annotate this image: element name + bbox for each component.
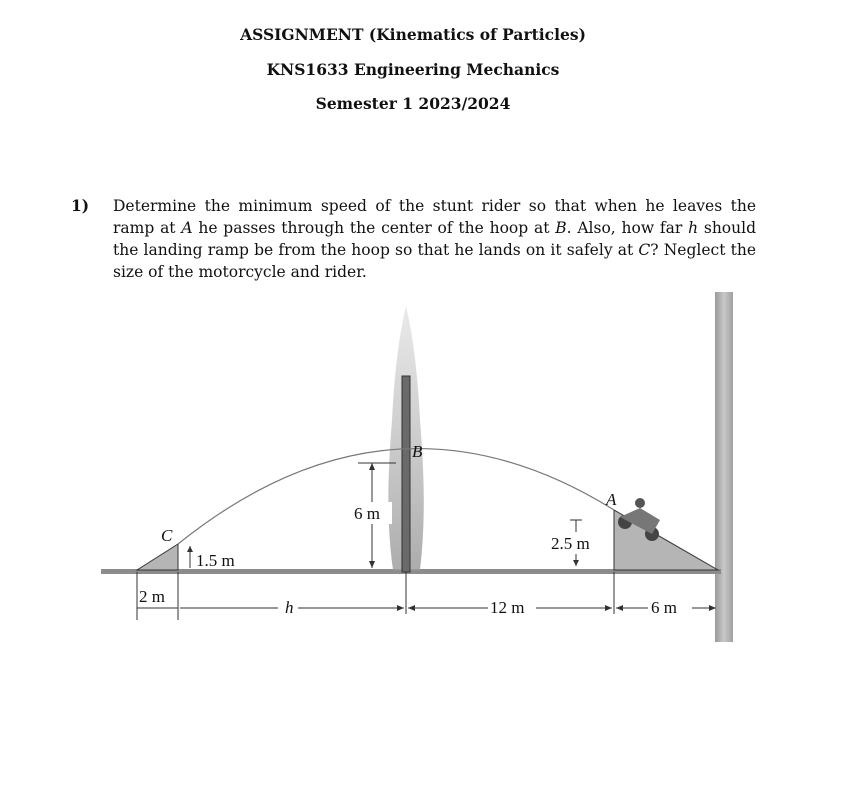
distance-h-ref: h <box>688 219 699 237</box>
point-a-label: A <box>606 490 617 509</box>
arrowhead <box>187 546 193 552</box>
hoop-to-ramp-label: 12 m <box>490 598 525 617</box>
arrowhead <box>573 560 579 566</box>
point-c-ref: C <box>638 241 651 259</box>
point-c-label: C <box>161 526 173 545</box>
point-b-ref: B <box>555 219 567 237</box>
question-text-part: should the landing ramp be from the hoop so that he lands on it safely at <box>113 219 756 259</box>
ramp-a-width-label: 6 m <box>651 598 677 617</box>
ramp-a-height-label: 2.5 m <box>551 534 590 553</box>
wall <box>715 292 733 642</box>
ramp-c-height-label: 1.5 m <box>196 551 235 570</box>
arrowhead <box>369 463 375 470</box>
point-b-label: B <box>412 442 423 461</box>
arrowhead <box>408 605 415 611</box>
question-text-part: ? Neglect the size of the motorcycle and rider. <box>113 241 757 281</box>
question-text-part: . Also, how far <box>566 219 689 237</box>
arrowhead <box>709 605 716 611</box>
ramp-c-width-label: 2 m <box>139 587 165 606</box>
hoop-height-label: 6 m <box>354 504 380 523</box>
distance-h-label: h <box>285 598 294 617</box>
question-text-part: he passes through the center of the hoop at <box>192 219 556 237</box>
arrowhead <box>616 605 623 611</box>
question-text-part: Determine the minimum speed of the stunt rider so that when he leaves the ramp at <box>113 197 756 237</box>
landing-ramp <box>137 544 178 570</box>
semester-label: Semester 1 2023/2024 <box>315 94 511 113</box>
point-a-ref: A <box>181 219 193 237</box>
question-number: 1) <box>71 196 90 215</box>
assignment-title: ASSIGNMENT (Kinematics of Particles) <box>240 25 586 44</box>
course-title: KNS1633 Engineering Mechanics <box>266 60 560 79</box>
hoop-pole <box>402 376 410 572</box>
arrowhead <box>369 561 375 568</box>
arrowhead <box>397 605 404 611</box>
arrowhead <box>605 605 612 611</box>
